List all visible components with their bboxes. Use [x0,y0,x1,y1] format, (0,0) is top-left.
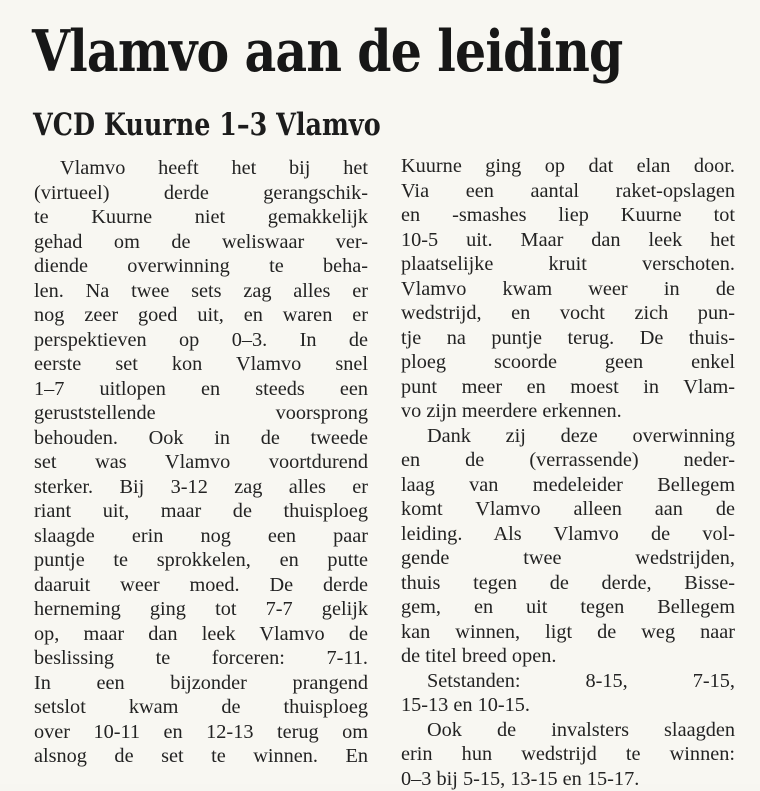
text-line: geruststellende voorsprong [34,401,368,426]
text-line: Vlamvo kwam weer in de [401,277,735,302]
text-line: In een bijzonder prangend [34,671,368,696]
text-line: 10-5 uit. Maar dan leek het [401,228,735,253]
text-line: puntje te sprokkelen, en putte [34,548,368,573]
text-line: alsnog de set te winnen. En [34,744,368,769]
text-line: en -smashes liep Kuurne tot [401,203,735,228]
text-line: erin hun wedstrijd te winnen: [401,742,735,767]
text-line: behouden. Ook in de tweede [34,426,368,451]
text-line: perspektieven op 0–3. In de [34,328,368,353]
text-line: thuis tegen de derde, Bisse- [401,571,735,596]
text-line: slaagde erin nog een paar [34,524,368,549]
text-line: kan winnen, ligt de weg naar [401,620,735,645]
text-line: gem, en uit tegen Bellegem [401,595,735,620]
text-line: Setstanden: 8-15, 7-15, [401,669,735,694]
text-line: Vlamvo heeft het bij het [34,156,368,181]
text-line: nog zeer goed uit, en waren er [34,303,368,328]
text-line: punt meer en moest in Vlam- [401,375,735,400]
text-line: riant uit, maar de thuisploeg [34,499,368,524]
text-line: plaatselijke kruit verschoten. [401,252,735,277]
text-line: komt Vlamvo alleen aan de [401,497,735,522]
headline: Vlamvo aan de leiding [32,18,622,85]
text-line: 0–3 bij 5-15, 13-15 en 15-17. [401,767,735,791]
text-line: Ook de invalsters slaagden [401,718,735,743]
text-line: op, maar dan leek Vlamvo de [34,622,368,647]
text-line: (virtueel) derde gerangschik- [34,181,368,206]
text-line: herneming ging tot 7-7 gelijk [34,597,368,622]
text-line: gende twee wedstrijden, [401,546,735,571]
text-line: setslot kwam de thuisploeg [34,695,368,720]
text-line: sterker. Bij 3-12 zag alles er [34,475,368,500]
text-line: Via een aantal raket-opslagen [401,179,735,204]
text-line: te Kuurne niet gemakkelijk [34,205,368,230]
text-line: beslissing te forceren: 7-11. [34,646,368,671]
text-line: len. Na twee sets zag alles er [34,279,368,304]
text-line: en de (verrassende) neder- [401,448,735,473]
subheadline: VCD Kuurne 1–3 Vlamvo [33,107,381,143]
text-line: wedstrijd, en vocht zich pun- [401,301,735,326]
text-line: vo zijn meerdere erkennen. [401,399,735,424]
text-line: daaruit weer moed. De derde [34,573,368,598]
text-line: diende overwinning te beha- [34,254,368,279]
article-column-left [34,156,368,769]
text-line: 1–7 uitlopen en steeds een [34,377,368,402]
text-line: 15-13 en 10-15. [401,693,735,718]
text-line: leiding. Als Vlamvo de vol- [401,522,735,547]
text-line: eerste set kon Vlamvo snel [34,352,368,377]
text-line: laag van medeleider Bellegem [401,473,735,498]
text-line: Dank zij deze overwinning [401,424,735,449]
article-column-right [401,154,735,791]
text-line: set was Vlamvo voortdurend [34,450,368,475]
text-line: Kuurne ging op dat elan door. [401,154,735,179]
text-line: de titel breed open. [401,644,735,669]
text-line: over 10-11 en 12-13 terug om [34,720,368,745]
text-line: ploeg scoorde geen enkel [401,350,735,375]
text-line: gehad om de weliswaar ver- [34,230,368,255]
text-line: tje na puntje terug. De thuis- [401,326,735,351]
